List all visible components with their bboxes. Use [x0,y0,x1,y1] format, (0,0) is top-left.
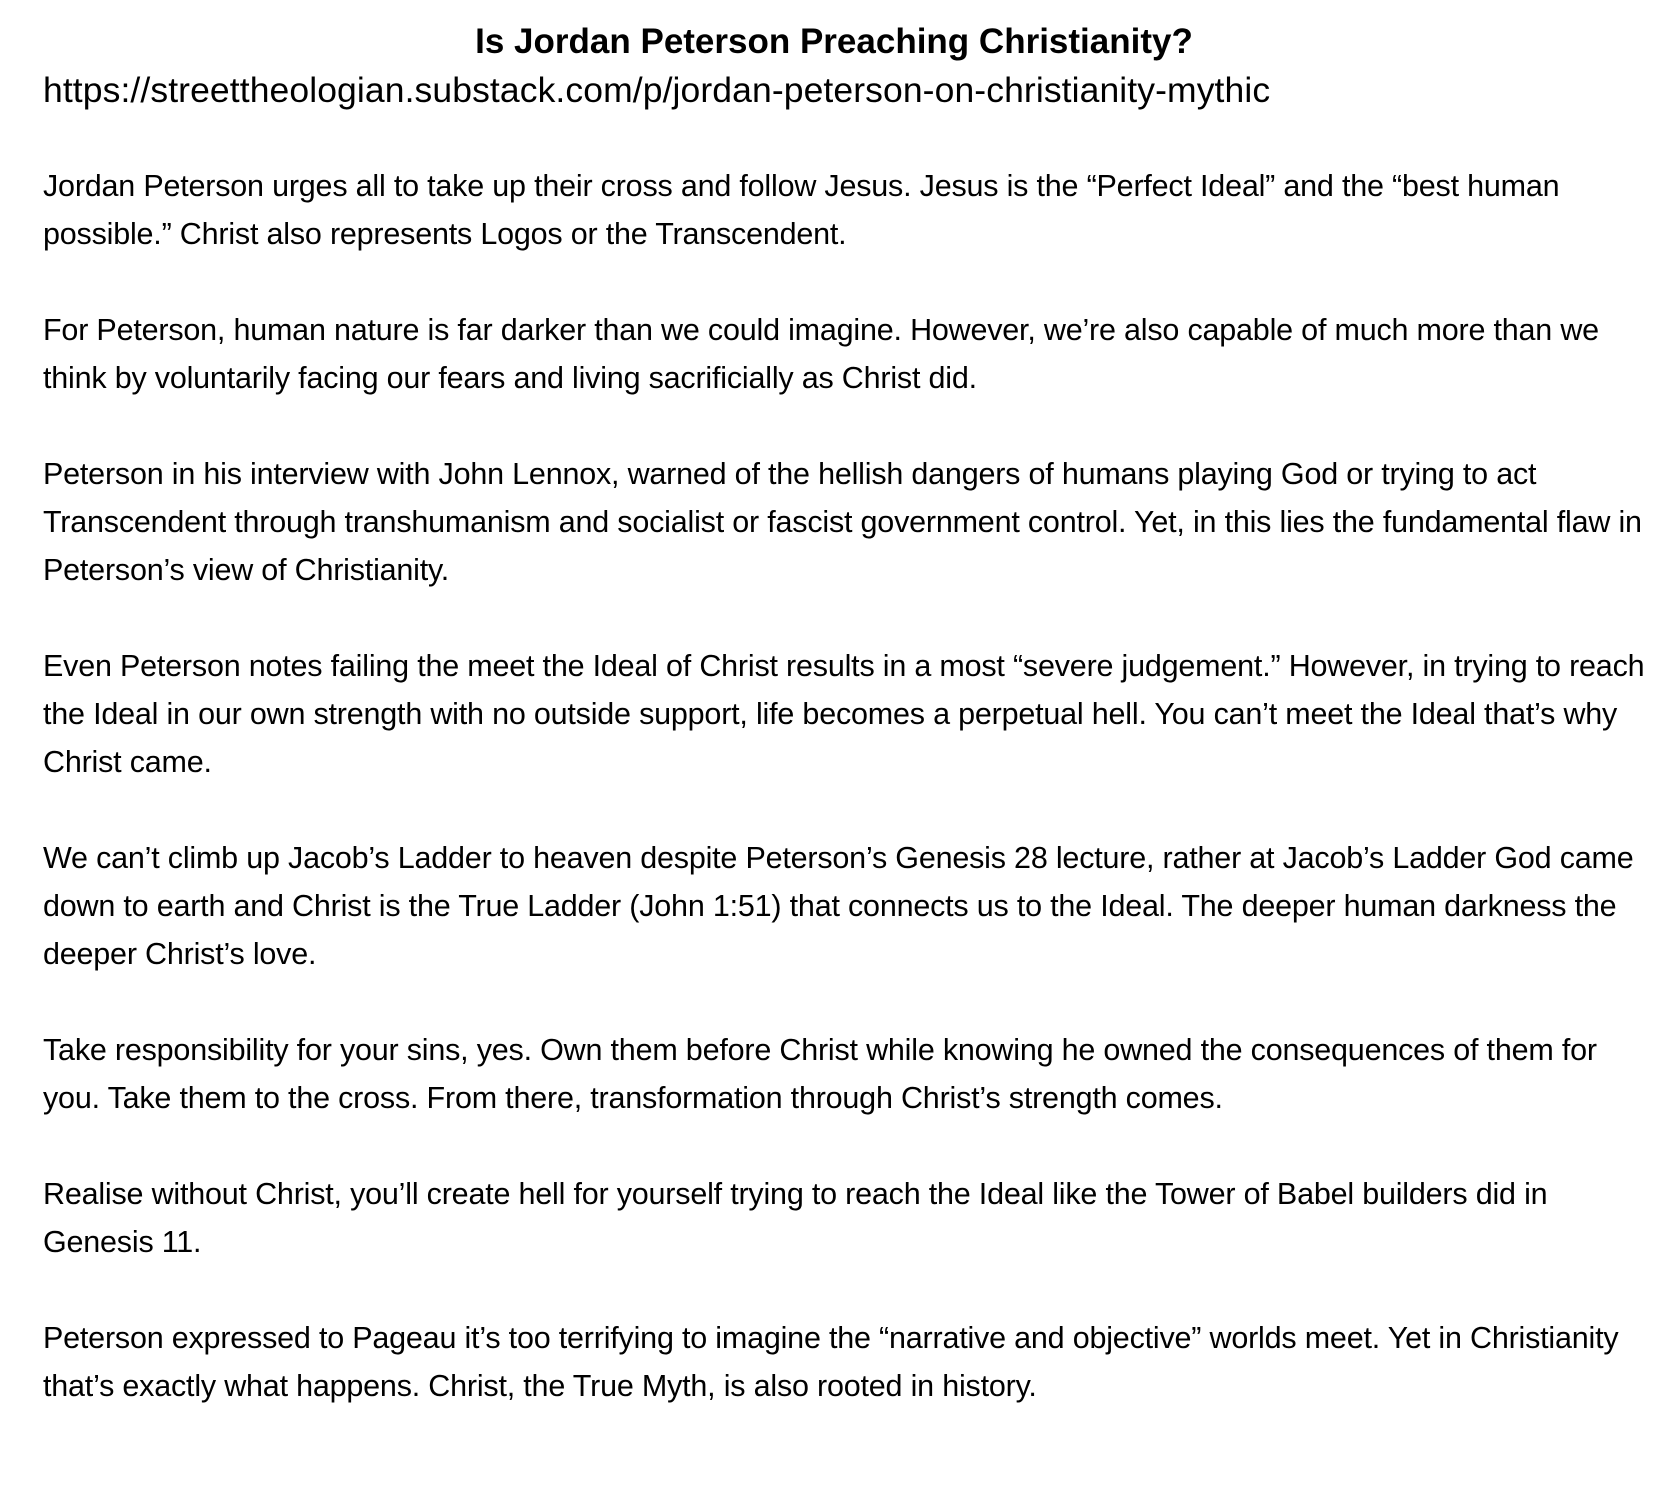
source-url: https://streettheologian.substack.com/p/jordan-peterson-on-christianity-mythic [43,70,1271,110]
paragraph-3: Peterson in his interview with John Lennox, warned of the hellish dangers of humans playing God or trying to act Transcendent through transhumanism and socialist or fascist government control. Yet, in this lies the fundamental flaw in Peterson’s view of Christianity. [43,457,1642,587]
paragraph-7: Realise without Christ, you’ll create hell for yourself trying to reach the Ideal like the Tower of Babel builders did in Genesis 11. [43,1177,1548,1259]
paragraph-1: Jordan Peterson urges all to take up their cross and follow Jesus. Jesus is the “Perfect Ideal” and the “best human possible.” Christ also represents Logos or the Transcendent. [43,169,1560,251]
paragraph-6: Take responsibility for your sins, yes. Own them before Christ while knowing he owned the consequences of them for you. Take them to the cross. From there, transformation through Christ’s strength comes. [43,1033,1597,1115]
document-body [43,162,1650,1410]
paragraph-4: Even Peterson notes failing the meet the Ideal of Christ results in a most “severe judgement.” However, in trying to reach the Ideal in our own strength with no outside support, life becomes a perpetual hell. You can’t meet the Ideal that’s why Christ came. [43,649,1645,779]
paragraph-5: We can’t climb up Jacob’s Ladder to heaven despite Peterson’s Genesis 28 lecture, rather at Jacob’s Ladder God came down to earth and Christ is the True Ladder (John 1:51) that connects us to the Ideal. The deeper human darkness the deeper Christ’s love. [43,841,1634,971]
paragraph-2: For Peterson, human nature is far darker than we could imagine. However, we’re also capable of much more than we think by voluntarily facing our fears and living sacrificially as Christ did. [43,313,1599,395]
paragraph-8: Peterson expressed to Pageau it’s too terrifying to imagine the “narrative and objective” worlds meet. Yet in Christianity that’s exactly what happens. Christ, the True Myth, is also rooted in history. [43,1321,1619,1403]
document-title: Is Jordan Peterson Preaching Christianity? [475,22,1193,61]
